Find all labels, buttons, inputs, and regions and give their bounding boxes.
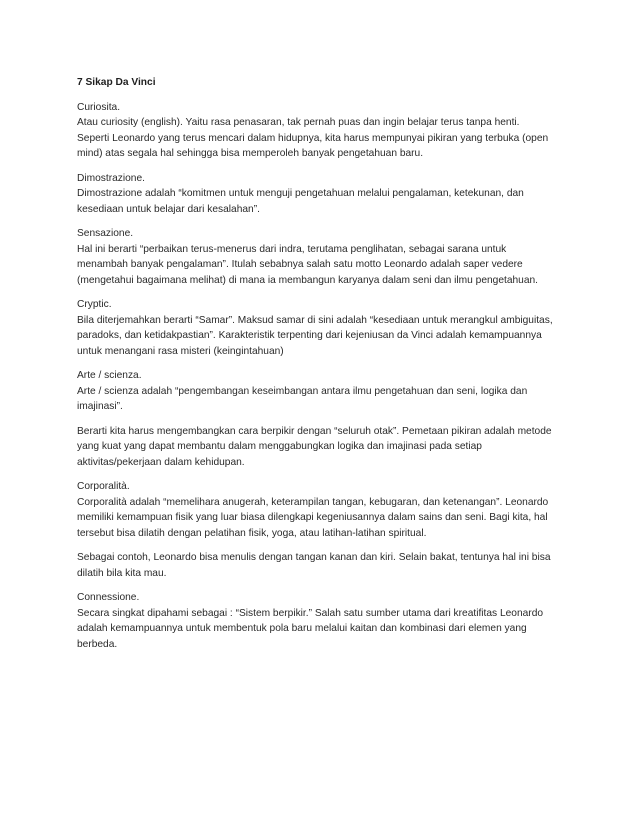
section-line: Berarti kita harus mengembangkan cara berpikir dengan “seluruh otak”. Pemetaan pikiran adalah metode bbox=[77, 425, 552, 437]
section-heading: Dimostrazione. bbox=[77, 172, 145, 184]
section-line: Arte / scienza adalah “pengembangan keseimbangan antara ilmu pengetahuan dan seni, logika dan bbox=[77, 385, 528, 397]
section-line: menambah banyak pengalaman”. Itulah sebabnya salah satu motto Leonardo adalah saper vedere bbox=[77, 259, 523, 270]
section-line: kesediaan untuk belajar dari kesalahan”. bbox=[77, 203, 260, 215]
document-title: 7 Sikap Da Vinci bbox=[77, 77, 156, 88]
section-line: untuk menangani rasa misteri (keingintahuan) bbox=[77, 345, 284, 357]
section-line: Bila diterjemahkan berarti “Samar”. Maksud samar di sini adalah “kesediaan untuk merangkul ambiguitas, bbox=[77, 314, 553, 326]
section-arte-scienza bbox=[77, 368, 567, 415]
section-curiosita bbox=[77, 100, 567, 162]
section-dimostrazione bbox=[77, 171, 567, 218]
section-line: Secara singkat dipahami sebagai : “Sistem berpikir.” Salah satu sumber utama dari kreatifitas Leonardo bbox=[77, 607, 544, 619]
document-body bbox=[77, 75, 567, 661]
section-heading: Connessione. bbox=[77, 592, 140, 603]
section-sensazione bbox=[77, 226, 567, 288]
section-line: Dimostrazione adalah “komitmen untuk menguji pengetahuan melalui pengalaman, ketekunan, dan bbox=[77, 188, 524, 199]
section-line: tersebut bisa dilatih dengan pelatihan fisik, yoga, atau latihan-latihan spiritual. bbox=[77, 527, 427, 539]
section-line: berbeda. bbox=[77, 638, 118, 650]
section-line: dilatih bila kita mau. bbox=[77, 567, 167, 579]
section-line: mind) atas segala hal sehingga bisa memperoleh banyak pengetahuan baru. bbox=[77, 148, 424, 159]
section-line: Hal ini berarti “perbaikan terus-menerus dari indra, terutama penglihatan, sebagai sarana untuk bbox=[77, 243, 507, 255]
section-line: paradoks, dan ketidakpastian”. Karakteristik terpenting dari kejeniusan da Vinci adalah kemampuannya bbox=[77, 330, 542, 341]
section-cryptic bbox=[77, 297, 567, 359]
section-line: memiliki kemampuan fisik yang luar biasa dilengkapi kegeniusannya dalam sains dan seni. Bagi kita, hal bbox=[77, 512, 548, 523]
section-line: Sebagai contoh, Leonardo bisa menulis dengan tangan kanan dan kiri. Selain bakat, tentunya hal ini bisa bbox=[77, 552, 551, 563]
section-line: imajinasi”. bbox=[77, 401, 123, 412]
section-line: (mengetahui bagaimana melihat) di mana ia membangun karyanya dalam seni dan ilmu pengetahuan. bbox=[77, 274, 538, 286]
section-line: aktivitas/pekerjaan dalam kehidupan. bbox=[77, 456, 245, 468]
section-corporalita-extra bbox=[77, 550, 567, 581]
section-line: yang kuat yang dapat membantu dalam menggabungkan logika dan imajinasi pada setiap bbox=[77, 441, 482, 452]
section-heading: Arte / scienza. bbox=[77, 370, 142, 381]
section-line: Corporalità adalah “memelihara anugerah, keterampilan tangan, kebugaran, dan ketenangan”. Leonardo bbox=[77, 496, 549, 508]
section-heading: Cryptic. bbox=[77, 299, 112, 310]
section-heading: Sensazione. bbox=[77, 228, 134, 239]
section-corporalita bbox=[77, 479, 567, 541]
section-line: Atau curiosity (english). Yaitu rasa penasaran, tak pernah puas dan ingin belajar terus tanpa henti. bbox=[77, 117, 520, 128]
section-line: Seperti Leonardo yang terus mencari dalam hidupnya, kita harus mempunyai pikiran yang terbuka (open bbox=[77, 132, 549, 144]
section-line: adalah kemampuannya untuk membentuk pola baru melalui kaitan dan kombinasi dari elemen yang bbox=[77, 623, 527, 634]
section-heading: Curiosita. bbox=[77, 101, 121, 113]
section-heading: Corporalità. bbox=[77, 481, 130, 492]
section-arte-scienza-extra bbox=[77, 424, 567, 471]
section-connessione bbox=[77, 590, 567, 652]
